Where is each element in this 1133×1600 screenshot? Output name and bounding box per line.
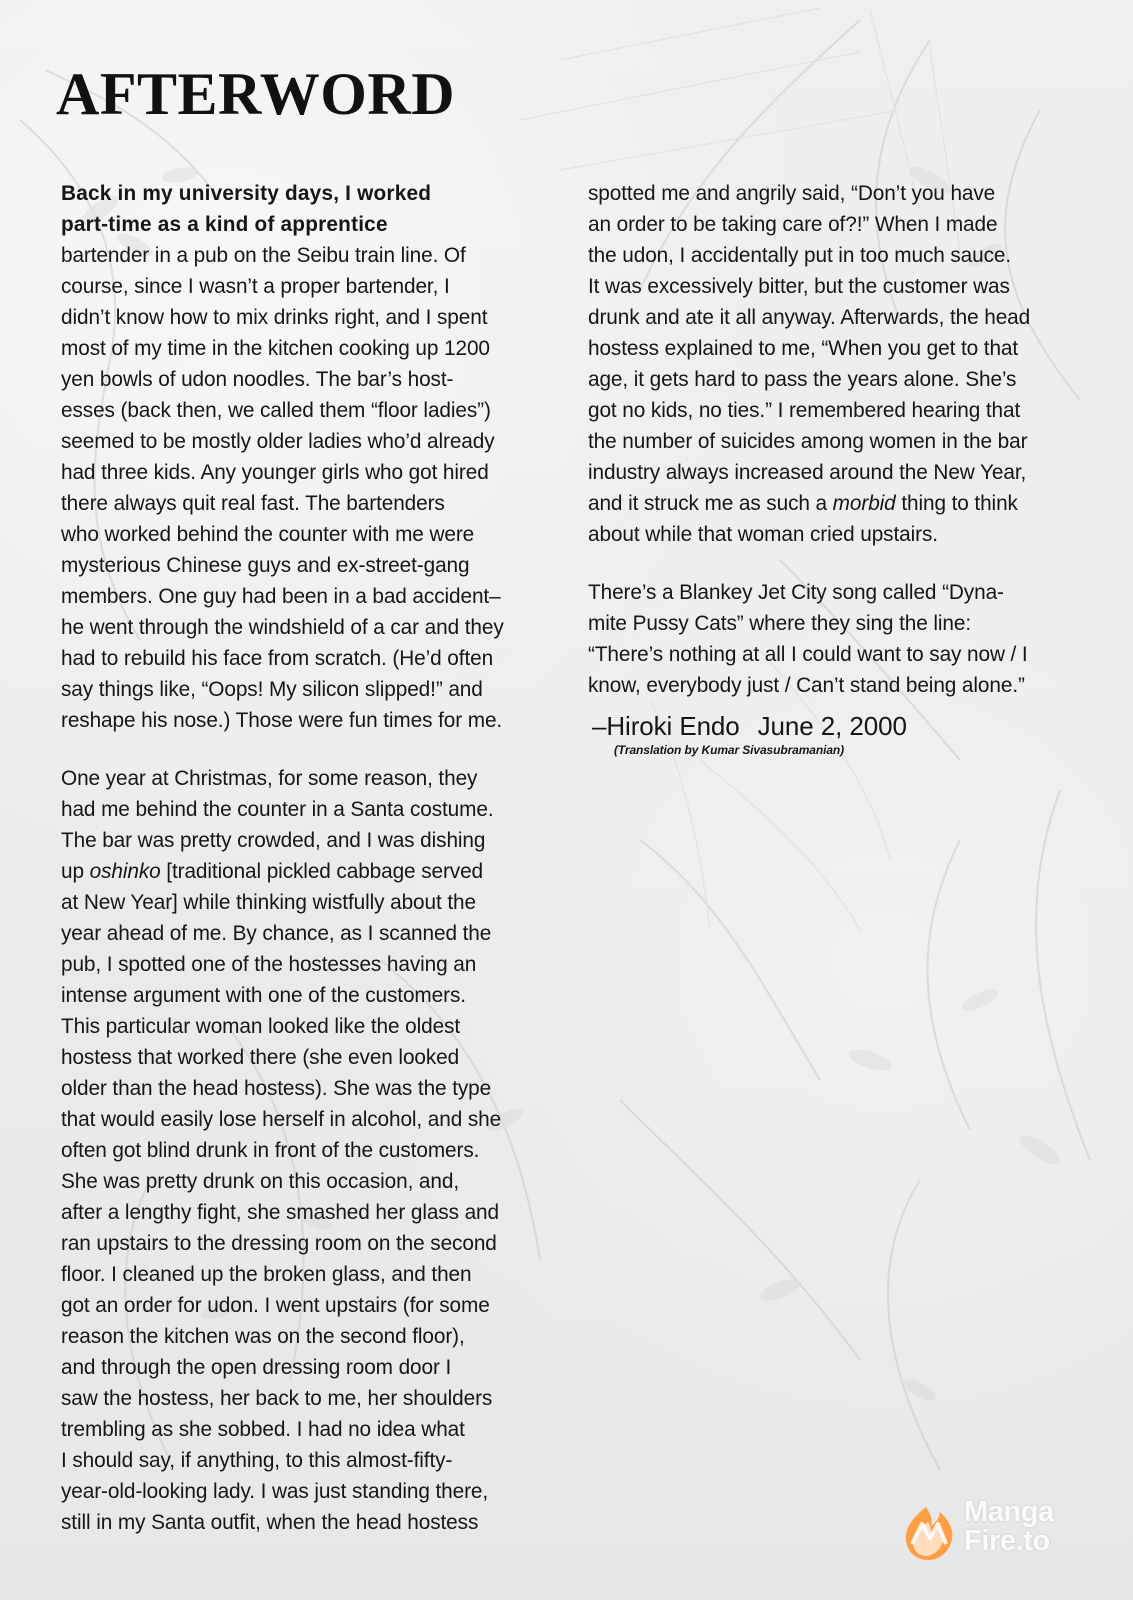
- left-paragraph-1-line-5: yen bowls of udon noodles. The bar’s host-: [61, 368, 454, 391]
- left-paragraph-2-line-24: year-old-looking lady. I was just standing there,: [61, 1480, 489, 1503]
- right-paragraph-1-line-5: drunk and ate it all anyway. Afterwards, the head: [588, 306, 1031, 329]
- watermark-line-2: Fire.to: [964, 1525, 1050, 1557]
- watermark-line-1: Manga: [964, 1496, 1054, 1528]
- right-paragraph-1-line-7: age, it gets hard to pass the years alone. She’s: [588, 368, 1017, 391]
- left-paragraph-2-line-3: The bar was pretty crowded, and I was dishing: [61, 829, 486, 852]
- right-paragraph-1-line-10: industry always increased around the New Year,: [588, 461, 1027, 484]
- right-paragraph-2-line-2: mite Pussy Cats” where they sing the line:: [588, 612, 972, 635]
- left-paragraph-2-line-1: One year at Christmas, for some reason, they: [61, 767, 478, 790]
- right-text-column: [588, 178, 1098, 758]
- signature-date: June 2, 2000: [757, 711, 907, 741]
- paragraph-gap: [588, 550, 1098, 577]
- right-paragraph-1-line-3: the udon, I accidentally put in too much sauce.: [588, 244, 1012, 267]
- left-paragraph-1-line-14: had to rebuild his face from scratch. (He’d often: [61, 647, 494, 670]
- left-paragraph-1-line-7: seemed to be mostly older ladies who’d already: [61, 430, 495, 453]
- left-paragraph-2-line-13: often got blind drunk in front of the customers.: [61, 1139, 480, 1162]
- left-paragraph-2-line-19: reason the kitchen was on the second floor),: [61, 1325, 465, 1348]
- site-watermark: [900, 1492, 1105, 1574]
- left-paragraph-2-line-18: got an order for udon. I went upstairs (for some: [61, 1294, 490, 1317]
- left-paragraph-1-line-9: there always quit real fast. The bartenders: [61, 492, 445, 515]
- right-paragraph-1-line-4: It was excessively bitter, but the customer was: [588, 275, 1010, 298]
- left-paragraph-2-line-2: had me behind the counter in a Santa costume.: [61, 798, 494, 821]
- line-4-prefix: up: [61, 860, 90, 883]
- right-paragraph-1-line-12: about while that woman cried upstairs.: [588, 523, 938, 546]
- left-paragraph-2-line-12: that would easily lose herself in alcohol, and she: [61, 1108, 502, 1131]
- left-paragraph-2-line-15: after a lengthy fight, she smashed her glass and: [61, 1201, 499, 1224]
- left-paragraph-1-line-4: most of my time in the kitchen cooking up 1200: [61, 337, 490, 360]
- left-paragraph-2-line-6: year ahead of me. By chance, as I scanned the: [61, 922, 492, 945]
- left-paragraph-2-line-14: She was pretty drunk on this occasion, and,: [61, 1170, 460, 1193]
- page-title: AFTERWORD: [56, 61, 456, 127]
- left-paragraph-2-line-21: saw the hostess, her back to me, her shoulders: [61, 1387, 493, 1410]
- left-paragraph-2-line-5: at New Year] while thinking wistfully about the: [61, 891, 476, 914]
- right-paragraph-1-line-8: got no kids, no ties.” I remembered hearing that: [588, 399, 1021, 422]
- flame-logo-icon: [900, 1504, 958, 1562]
- signature: [588, 711, 1098, 741]
- translation-credit: (Translation by Kumar Sivasubramanian): [614, 743, 845, 757]
- right-paragraph-1-line-2: an order to be taking care of?!” When I made: [588, 213, 998, 236]
- left-paragraph-1-line-12: members. One guy had been in a bad accident–: [61, 585, 501, 608]
- left-paragraph-1-line-2: course, since I wasn’t a proper bartender, I: [61, 275, 450, 298]
- right-paragraph-1-line-9: the number of suicides among women in the bar: [588, 430, 1028, 453]
- signature-author: –Hiroki Endo: [592, 711, 740, 741]
- left-paragraph-2-line-17: floor. I cleaned up the broken glass, and then: [61, 1263, 472, 1286]
- paragraph-gap: [61, 736, 564, 763]
- lead-line-1: Back in my university days, I worked: [61, 182, 432, 205]
- left-paragraph-1-line-1: bartender in a pub on the Seibu train line. Of: [61, 244, 466, 267]
- watermark-text: [964, 1498, 1054, 1556]
- right-paragraph-2-line-3: “There’s nothing at all I could want to say now / I: [588, 643, 1028, 666]
- left-paragraph-2-line-23: I should say, if anything, to this almost-fifty-: [61, 1449, 453, 1472]
- lead-line-2: part-time as a kind of apprentice: [61, 213, 388, 236]
- left-paragraph-1-line-16: reshape his nose.) Those were fun times for me.: [61, 709, 503, 732]
- left-paragraph-1-line-11: mysterious Chinese guys and ex-street-gang: [61, 554, 470, 577]
- left-paragraph-2-line-9: This particular woman looked like the oldest: [61, 1015, 461, 1038]
- left-paragraph-1-line-3: didn’t know how to mix drinks right, and I spent: [61, 306, 488, 329]
- right-paragraph-2-line-1: There’s a Blankey Jet City song called “Dyna-: [588, 581, 1004, 604]
- left-paragraph-1-line-15: say things like, “Oops! My silicon slipped!” and: [61, 678, 483, 701]
- right-paragraph-1-line-1: spotted me and angrily said, “Don’t you have: [588, 182, 996, 205]
- left-paragraph-2-line-8: intense argument with one of the customers.: [61, 984, 466, 1007]
- right-paragraph-2-line-4: know, everybody just / Can’t stand being alone.”: [588, 674, 1025, 697]
- right-paragraph-1-line-6: hostess explained to me, “When you get to that: [588, 337, 1019, 360]
- right-paragraph-1-line-11: [588, 488, 1098, 519]
- line-4-suffix: [traditional pickled cabbage served: [160, 860, 484, 883]
- left-paragraph-2-line-4: [61, 856, 564, 887]
- left-paragraph-1-line-10: who worked behind the counter with me were: [61, 523, 475, 546]
- left-paragraph-2-line-10: hostess that worked there (she even looked: [61, 1046, 460, 1069]
- left-paragraph-2-line-11: older than the head hostess). She was the type: [61, 1077, 492, 1100]
- left-paragraph-2-line-22: trembling as she sobbed. I had no idea what: [61, 1418, 465, 1441]
- left-text-column: [61, 178, 564, 1538]
- line-11-prefix: and it struck me as such a: [588, 492, 833, 515]
- left-paragraph-1-line-13: he went through the windshield of a car and they: [61, 616, 504, 639]
- left-paragraph-2-line-7: pub, I spotted one of the hostesses having an: [61, 953, 477, 976]
- oshinko-italic: oshinko: [89, 860, 161, 883]
- line-11-suffix: thing to think: [895, 492, 1018, 515]
- left-paragraph-2-line-20: and through the open dressing room door I: [61, 1356, 452, 1379]
- left-paragraph-1-line-6: esses (back then, we called them “floor ladies”): [61, 399, 491, 422]
- left-paragraph-1-line-8: had three kids. Any younger girls who got hired: [61, 461, 489, 484]
- morbid-italic: morbid: [832, 492, 896, 515]
- left-paragraph-2-line-16: ran upstairs to the dressing room on the second: [61, 1232, 497, 1255]
- left-paragraph-2-line-25: still in my Santa outfit, when the head hostess: [61, 1511, 479, 1534]
